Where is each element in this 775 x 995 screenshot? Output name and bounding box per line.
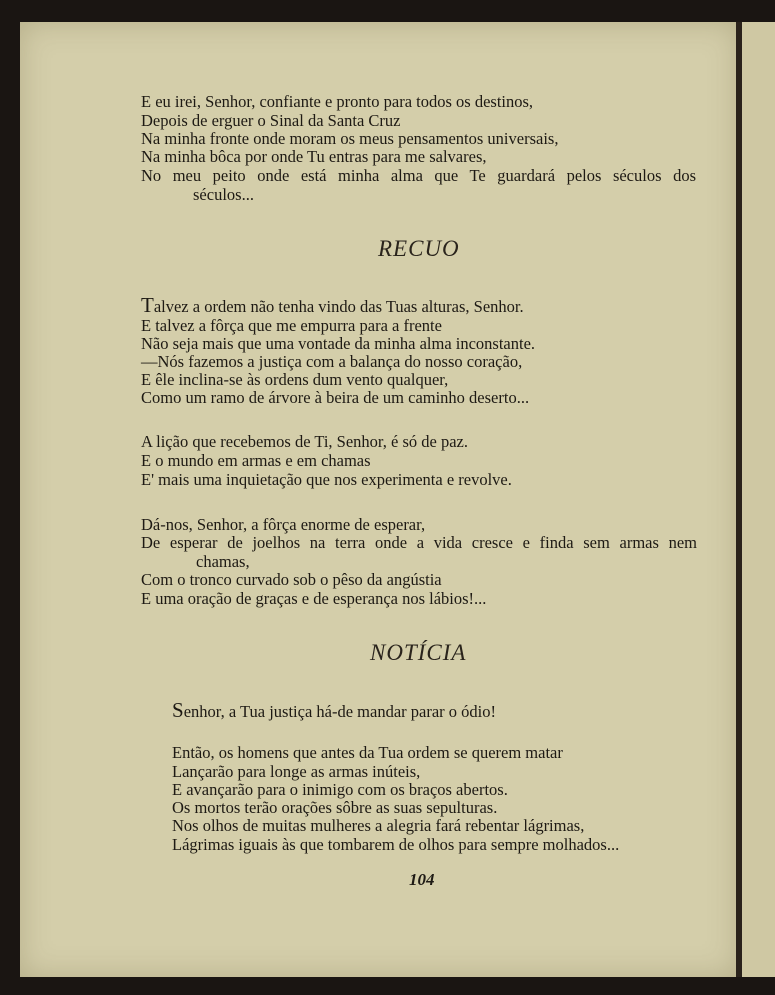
poem-line: E uma oração de graças e de esperança nos lábios!... <box>141 589 487 608</box>
poem-line: Então, os homens que antes da Tua ordem se querem matar <box>172 743 563 762</box>
poem-line-text: enhor, a Tua justiça há-de mandar parar o ódio! <box>183 702 496 721</box>
poem-title: RECUO <box>378 236 460 261</box>
poem-line: Na minha fronte onde moram os meus pensamentos universais, <box>141 129 559 148</box>
poem-line: E o mundo em armas e em chamas <box>141 451 371 470</box>
poem-line: E talvez a fôrça que me empurra para a frente <box>141 316 442 335</box>
poem-line: E' mais uma inquietação que nos experimenta e revolve. <box>141 470 512 489</box>
poem-line: Depois de erguer o Sinal da Santa Cruz <box>141 111 401 130</box>
poem-line: A lição que recebemos de Ti, Senhor, é só de paz. <box>141 432 468 451</box>
poem-line: Não seja mais que uma vontade da minha alma inconstante. <box>141 334 536 353</box>
poem-line-continuation: séculos... <box>193 185 254 204</box>
poem-line <box>141 295 524 317</box>
page-number: 104 <box>409 870 435 889</box>
poem-line: Dá-nos, Senhor, a fôrça enorme de esperar, <box>141 515 426 534</box>
poem-line: Nos olhos de muitas mulheres a alegria fará rebentar lágrimas, <box>172 816 585 835</box>
poem-line: E eu irei, Senhor, confiante e pronto para todos os destinos, <box>141 92 534 111</box>
poem-line <box>172 700 496 722</box>
poem-line: E êle inclina-se às ordens dum vento qualquer, <box>141 370 449 389</box>
poem-line: De esperar de joelhos na terra onde a vida cresce e finda sem armas nem <box>141 533 697 552</box>
poem-title: NOTÍCIA <box>370 640 467 665</box>
initial-letter: T <box>141 293 154 317</box>
poem-line: Os mortos terão orações sôbre as suas sepulturas. <box>172 798 498 817</box>
poem-line: E avançarão para o inimigo com os braços abertos. <box>172 780 508 799</box>
poem-line-text: alvez a ordem não tenha vindo das Tuas alturas, Senhor. <box>153 297 524 316</box>
poem-line: Na minha bôca por onde Tu entras para me salvares, <box>141 147 487 166</box>
poem-line: Com o tronco curvado sob o pêso da angústia <box>141 570 442 589</box>
poem-line: Lançarão para longe as armas inúteis, <box>172 762 421 781</box>
poem-line: No meu peito onde está minha alma que Te guardará pelos séculos dos <box>141 166 696 185</box>
poem-line: Lágrimas iguais às que tombarem de olhos para sempre molhados... <box>172 835 620 854</box>
initial-letter: S <box>172 698 184 722</box>
poem-line: Como um ramo de árvore à beira de um caminho deserto... <box>141 388 530 407</box>
poem-line-continuation: chamas, <box>196 552 250 571</box>
poem-line: —Nós fazemos a justiça com a balança do nosso coração, <box>141 352 523 371</box>
